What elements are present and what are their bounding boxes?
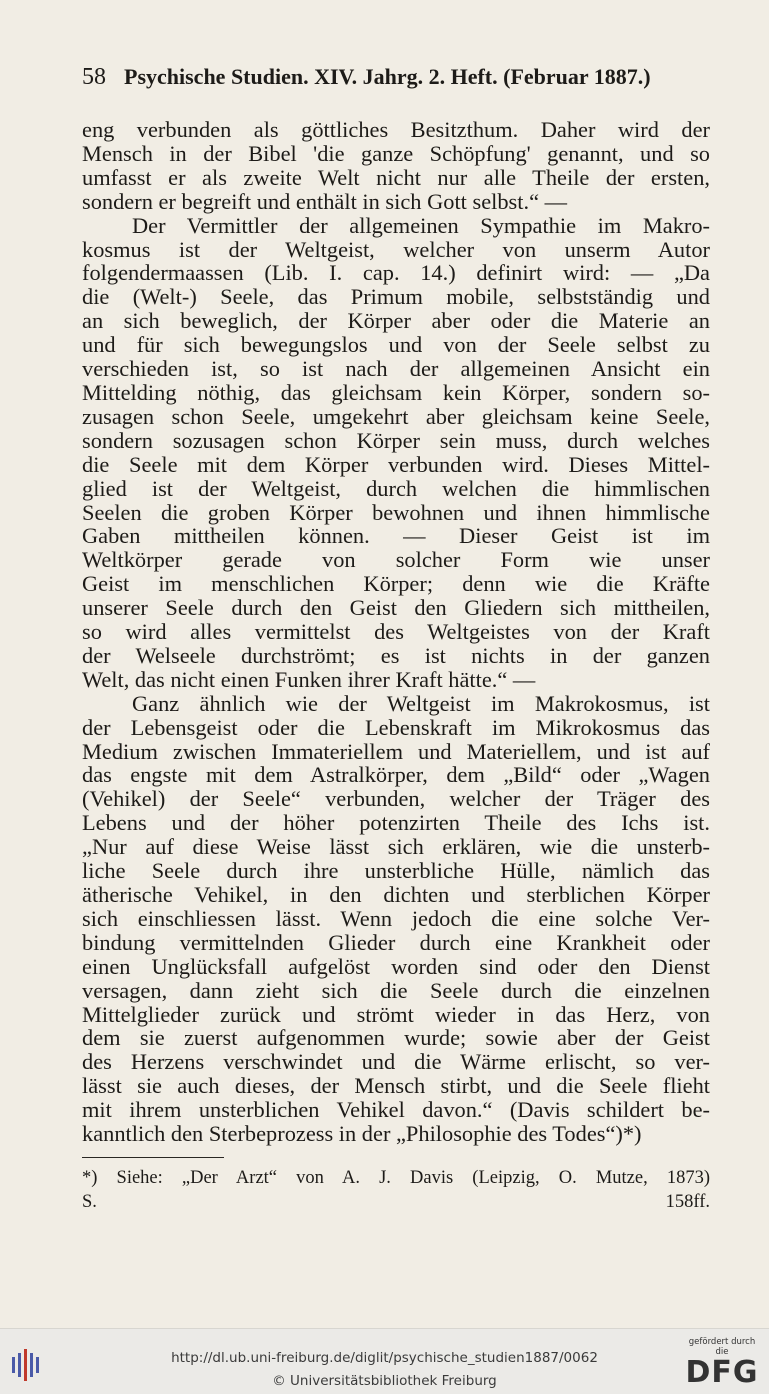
body-text bbox=[82, 118, 710, 1146]
text-line: Mittelglieder zurück und strömt wieder in das Herz, von bbox=[82, 1001, 710, 1027]
page-number: 58 bbox=[82, 64, 106, 90]
text-line: Ganz ähnlich wie der Weltgeist im Makrokosmus, ist bbox=[132, 690, 710, 716]
text-line: unserer Seele durch den Geist den Gliedern sich mittheilen, bbox=[82, 595, 710, 621]
text-line: Geist im menschlichen Körper; denn wie die Kräfte bbox=[82, 571, 710, 597]
running-title: Psychische Studien. XIV. Jahrg. 2. Heft. (Februar 1887.) bbox=[124, 64, 651, 89]
footnote-line: *) Siehe: „Der Arzt“ von A. J. Davis (Leipzig, O. Mutze, 1873) bbox=[82, 1168, 710, 1188]
text-line: zusagen schon Seele, umgekehrt aber gleichsam keine Seele, bbox=[82, 403, 710, 429]
text-line: das engste mit dem Astralkörper, dem „Bild“ oder „Wagen bbox=[82, 762, 710, 788]
text-line: sondern sozusagen schon Körper sein muss, durch welches bbox=[82, 427, 710, 453]
footnote-line: S. 158ff. bbox=[82, 1192, 710, 1212]
text-line: dem sie zuerst aufgenommen wurde; sowie aber der Geist bbox=[82, 1025, 710, 1051]
text-line: an sich beweglich, der Körper aber oder die Materie an bbox=[82, 308, 710, 334]
text-line: Seelen die groben Körper bewohnen und ihnen himmlische bbox=[82, 499, 710, 525]
text-line: verschieden ist, so ist nach der allgemeinen Ansicht ein bbox=[82, 356, 710, 382]
text-line: ätherische Vehikel, in den dichten und sterblichen Körper bbox=[82, 882, 710, 907]
text-line: die Seele mit dem Körper verbunden wird. Dieses Mittel- bbox=[82, 451, 710, 477]
text-line: bindung vermittelnden Glieder durch eine Krankheit oder bbox=[82, 929, 710, 955]
text-line: kosmus ist der Weltgeist, welcher von unserm Autor bbox=[82, 236, 710, 262]
running-header bbox=[82, 64, 712, 91]
text-line: kanntlich den Sterbeprozess in der „Philosophie des Todes“)*) bbox=[82, 1121, 642, 1147]
text-line: Welt, das nicht einen Funken ihrer Kraft hätte.“ — bbox=[82, 666, 536, 692]
text-line: umfasst er als zweite Welt nicht nur alle Theile der ersten, bbox=[82, 164, 710, 190]
text-line: Mittelding nöthig, das gleichsam kein Körper, sondern so- bbox=[82, 379, 710, 405]
footnote bbox=[82, 1166, 710, 1214]
text-line: glied ist der Weltgeist, durch welchen die himmlischen bbox=[82, 475, 710, 501]
text-line: sich einschliessen lässt. Wenn jedoch die eine solche Ver- bbox=[82, 905, 710, 931]
dfg-caption: gefördert durch die bbox=[688, 1337, 756, 1357]
text-line: Gaben mittheilen können. — Dieser Geist ist im bbox=[82, 523, 710, 549]
text-line: Mensch in der Bibel 'die ganze Schöpfung' genannt, und so bbox=[82, 140, 710, 166]
text-line: Medium zwischen Immateriellem und Materiellem, und ist auf bbox=[82, 738, 710, 764]
text-line: eng verbunden als göttliches Besitzthum. Daher wird der bbox=[82, 117, 710, 142]
viewer-footer bbox=[0, 1328, 769, 1394]
text-line: die (Welt-) Seele, das Primum mobile, selbstständig und bbox=[82, 284, 710, 310]
footnote-divider bbox=[82, 1157, 224, 1158]
text-line: der Lebensgeist oder die Lebenskraft im Mikrokosmus das bbox=[82, 714, 710, 740]
text-line: lässt sie auch dieses, der Mensch stirbt, und die Seele flieht bbox=[82, 1073, 710, 1099]
text-line: (Vehikel) der Seele“ verbunden, welcher der Träger des bbox=[82, 786, 710, 812]
text-line: Lebens und der höher potenzirten Theile des Ichs ist. bbox=[82, 810, 710, 836]
text-line: „Nur auf diese Weise lässt sich erklären, wie die unsterb- bbox=[82, 834, 710, 860]
text-line: Der Vermittler der allgemeinen Sympathie im Makro- bbox=[132, 212, 710, 238]
text-line: einen Unglücksfall aufgelöst worden sind oder den Dienst bbox=[82, 953, 710, 979]
text-line: folgendermaassen (Lib. I. cap. 14.) definirt wird: — „Da bbox=[82, 260, 710, 286]
text-line: und für sich bewegungslos und von der Seele selbst zu bbox=[82, 332, 710, 358]
dfg-wordmark: DFG bbox=[685, 1355, 759, 1390]
text-line: sondern er begreift und enthält in sich Gott selbst.“ — bbox=[82, 188, 568, 214]
source-url-link[interactable]: http://dl.ub.uni-freiburg.de/diglit/psychische_studien1887/0062 bbox=[171, 1350, 598, 1366]
text-line: so wird alles vermittelst des Weltgeistes von der Kraft bbox=[82, 619, 710, 645]
text-line: des Herzens verschwindet und die Wärme erlischt, so ver- bbox=[82, 1049, 710, 1075]
text-line: der Welseele durchströmt; es ist nichts in der ganzen bbox=[82, 642, 710, 668]
text-line: Weltkörper gerade von solcher Form wie unser bbox=[82, 547, 710, 573]
text-line: mit ihrem unsterblichen Vehikel davon.“ (Davis schildert be- bbox=[82, 1097, 710, 1123]
text-line: liche Seele durch ihre unsterbliche Hülle, nämlich das bbox=[82, 858, 710, 884]
dfg-logo bbox=[683, 1337, 761, 1389]
copyright-text: © Universitätsbibliothek Freiburg bbox=[272, 1373, 497, 1389]
text-line: versagen, dann zieht sich die Seele durch die einzelnen bbox=[82, 977, 710, 1003]
